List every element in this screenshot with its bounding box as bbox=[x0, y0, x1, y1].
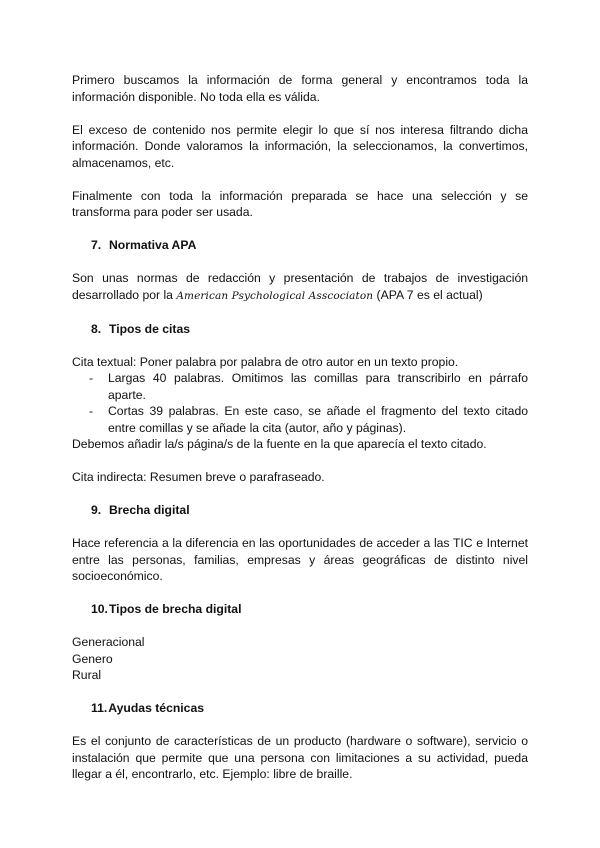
list-item: Generacional bbox=[72, 635, 145, 649]
heading-tipos-de-citas bbox=[91, 321, 528, 338]
heading-number: 7. bbox=[91, 238, 102, 252]
heading-number: 8. bbox=[91, 321, 102, 336]
document-page bbox=[72, 72, 528, 799]
heading-tipos-brecha bbox=[91, 601, 528, 618]
heading-title: Normativa APA bbox=[109, 238, 197, 252]
dash-bullet: - bbox=[89, 371, 94, 385]
brecha-paragraph: Hace referencia a la diferencia en las oportunidades de acceder a las TIC e Internet entre las personas, familias, empresas y áreas geográficas de distinto nivel socioeconómico. bbox=[72, 536, 528, 583]
heading-ayudas-tecnicas bbox=[91, 700, 528, 717]
heading-brecha-digital bbox=[91, 502, 528, 519]
list-item-text: Largas 40 palabras. Omitimos las comillas para transcribirlo en párrafo aparte. bbox=[108, 371, 528, 402]
cita-types-list bbox=[72, 370, 528, 436]
cita-pages-note: Debemos añadir la/s página/s de la fuente en la que aparecía el texto citado. bbox=[72, 437, 487, 451]
dash-bullet: - bbox=[89, 404, 94, 418]
list-item: Rural bbox=[72, 668, 102, 682]
list-item-text: Cortas 39 palabras. En este caso, se añade el fragmento del texto citado entre comillas y se añade la cita (autor, año y páginas). bbox=[108, 404, 528, 435]
heading-normativa-apa bbox=[91, 237, 528, 254]
apa-organization-name: American Psychological Asscociaton bbox=[176, 289, 374, 302]
paragraph-3: Finalmente con toda la información preparada se hace una selección y se transforma para poder ser usada. bbox=[72, 188, 528, 219]
heading-number: 11. bbox=[91, 701, 108, 715]
heading-title: Tipos de brecha digital bbox=[108, 602, 242, 616]
apa-paragraph bbox=[72, 270, 528, 304]
list-item: Genero bbox=[72, 651, 113, 666]
paragraph-1: Primero buscamos la información de forma general y encontramos toda la información disponible. No toda ella es válida. bbox=[72, 73, 528, 104]
list-item bbox=[72, 370, 528, 403]
list-item bbox=[72, 403, 528, 436]
heading-title: Tipos de citas bbox=[109, 321, 191, 336]
apa-text-after: (APA 7 es el actual) bbox=[373, 287, 483, 302]
heading-title: Ayudas técnicas bbox=[108, 701, 205, 715]
cita-indirecta: Cita indirecta: Resumen breve o parafraseado. bbox=[72, 470, 325, 484]
heading-number: 10. bbox=[91, 602, 108, 616]
ayudas-paragraph: Es el conjunto de características de un producto (hardware o software), servicio o instalación que permite que una persona con limitaciones a su actividad, pueda llegar a él, encontrarlo, etc. Ejemplo: libre de braille. bbox=[72, 734, 528, 781]
cita-textual-intro: Cita textual: Poner palabra por palabra de otro autor en un texto propio. bbox=[72, 354, 459, 369]
apa-text-before: Son unas normas de redacción y presentación de trabajos de investigación desarrollado por la bbox=[72, 271, 528, 302]
paragraph-2: El exceso de contenido nos permite elegir lo que sí nos interesa filtrando dicha información. Donde valoramos la información, la seleccionamos, la convertimos, almacenamos, etc. bbox=[72, 122, 528, 170]
heading-number: 9. bbox=[91, 503, 102, 517]
heading-title: Brecha digital bbox=[109, 503, 190, 517]
